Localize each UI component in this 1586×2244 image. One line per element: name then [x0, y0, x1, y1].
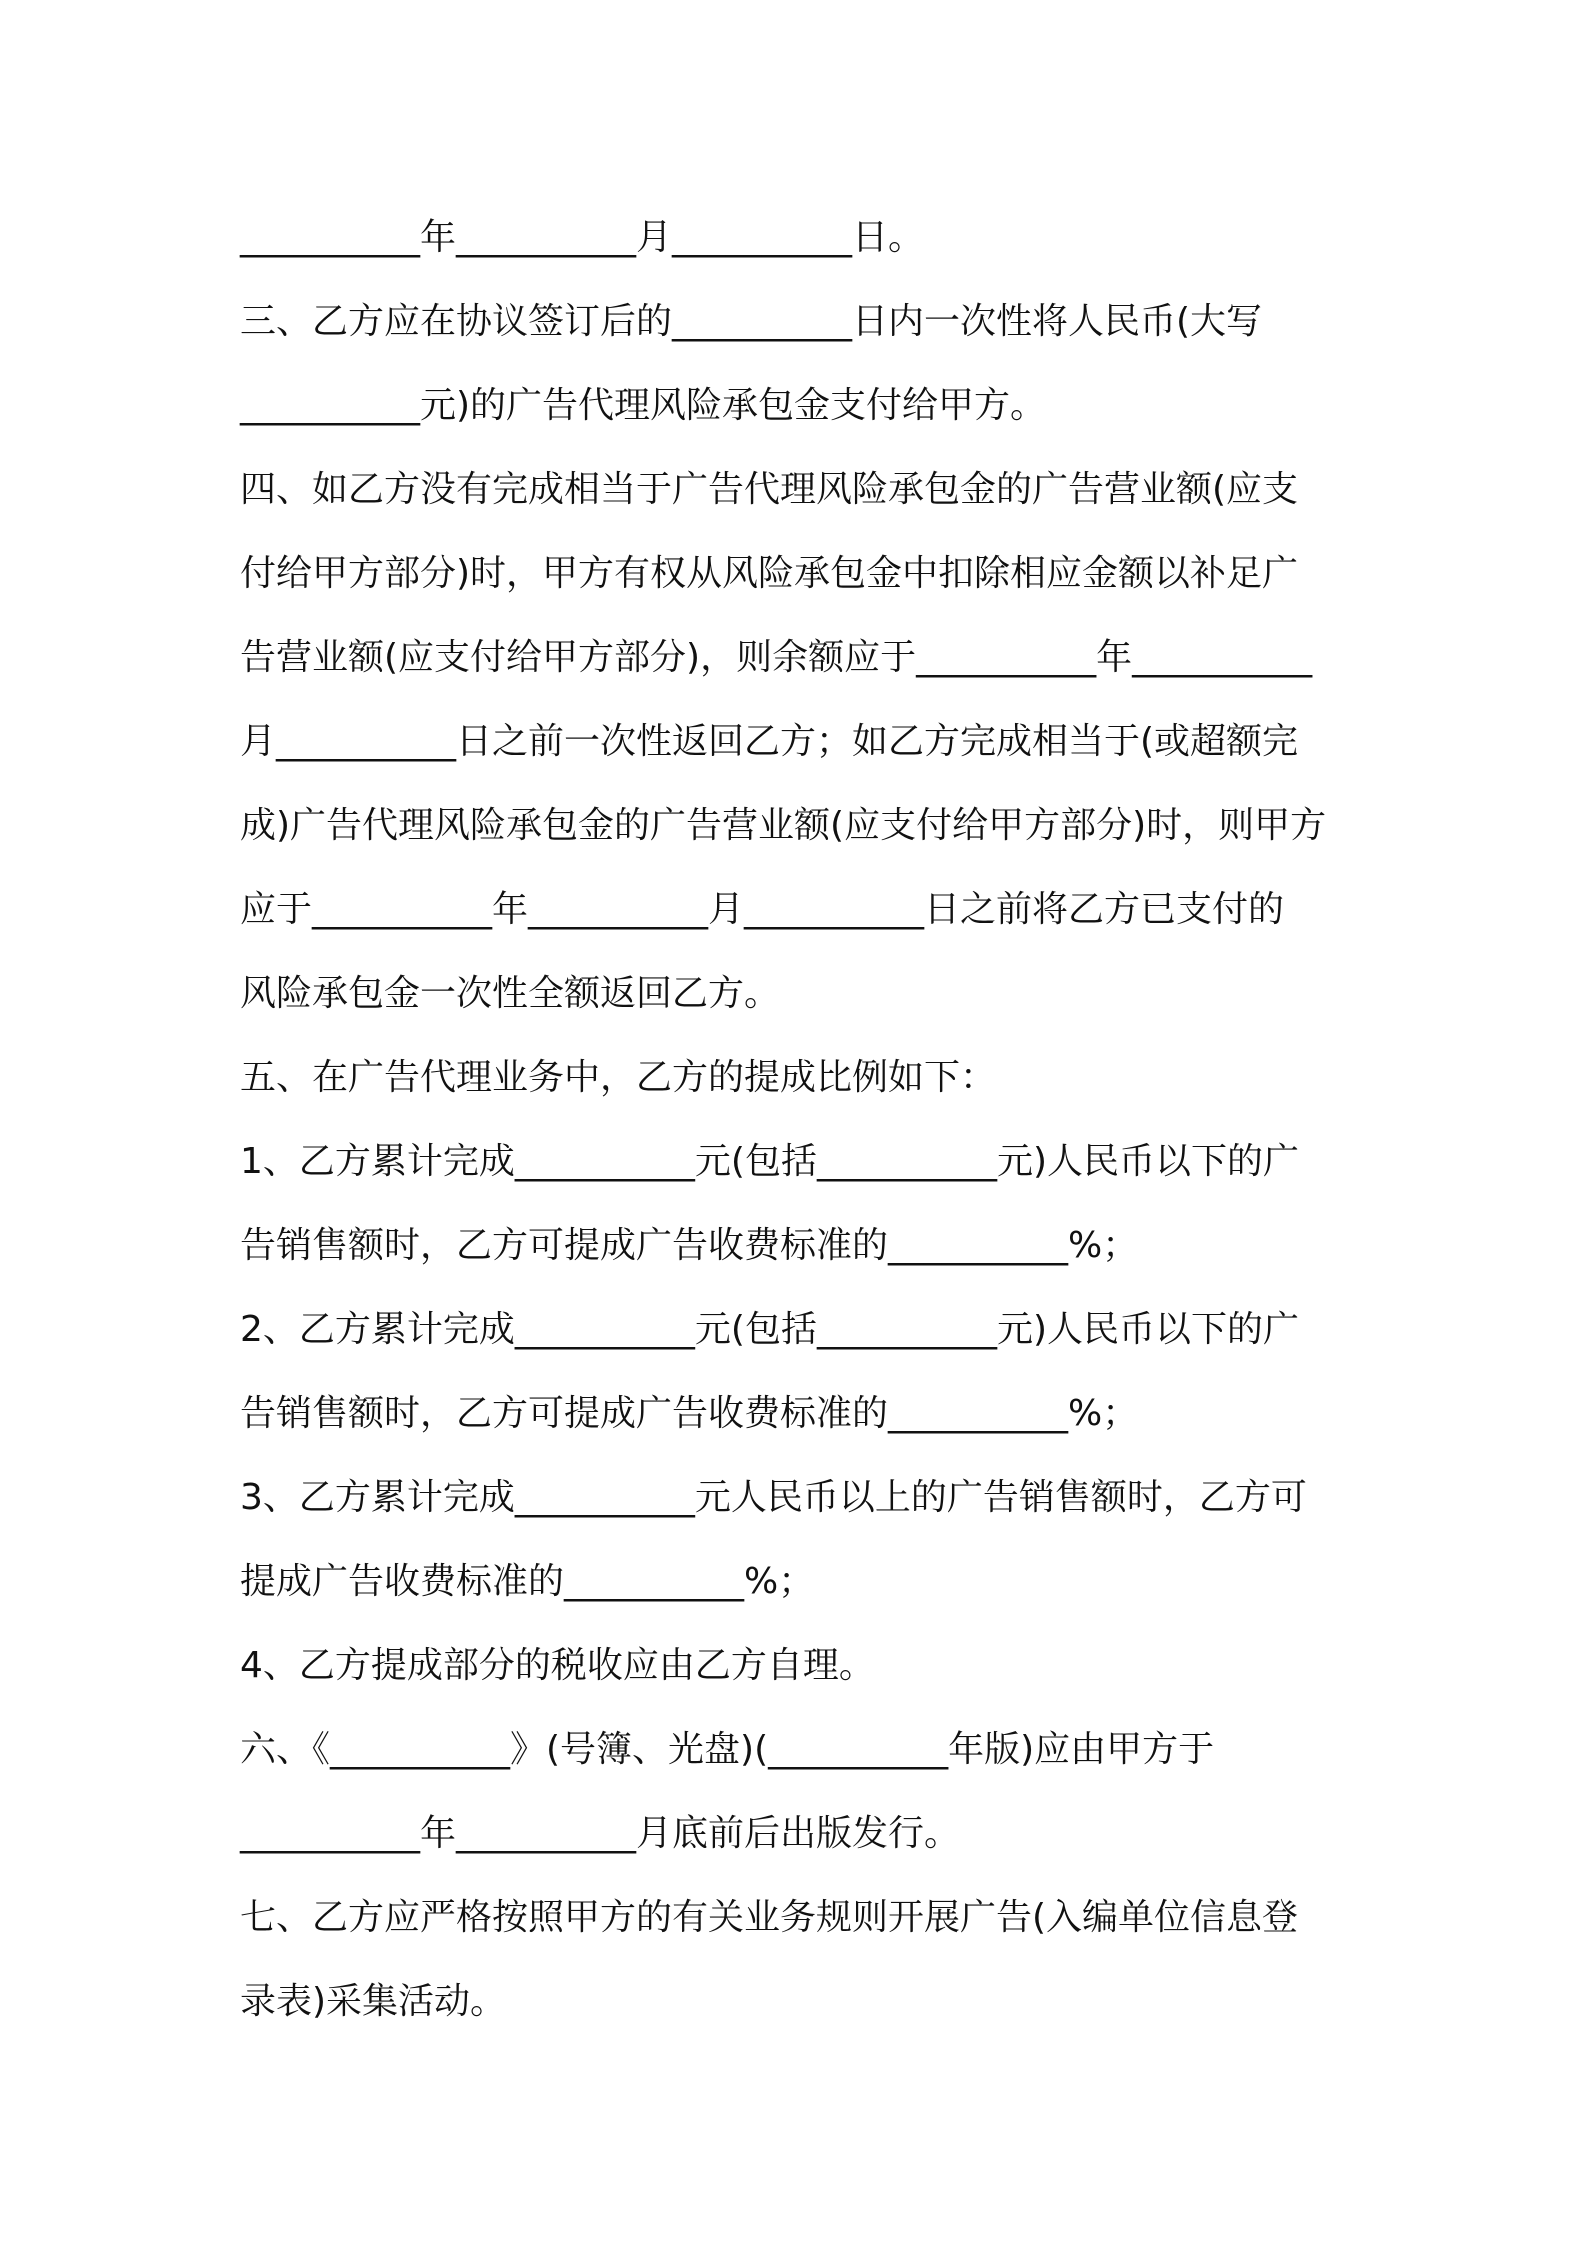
clause-five-item-1-line-2: 告销售额时，乙方可提成广告收费标准的__________%；	[240, 1225, 1139, 1266]
clause-five-item-2-line-2: 告销售额时，乙方可提成广告收费标准的__________%；	[240, 1393, 1139, 1434]
clause-five-item-3-line-1: 3、乙方累计完成__________元人民币以上的广告销售额时，乙方可	[240, 1477, 1307, 1518]
clause-four-line-6: 应于__________年__________月__________日之前将乙方已支付的	[240, 889, 1285, 930]
clause-five-heading: 五、在广告代理业务中，乙方的提成比例如下：	[240, 1057, 997, 1098]
clause-five-item-2-line-1: 2、乙方累计完成__________元(包括__________元)人民币以下的广	[240, 1309, 1299, 1350]
clause-four-line-5: 成)广告代理风险承包金的广告营业额(应支付给甲方部分)时，则甲方	[240, 805, 1327, 846]
clause-four-line-4: 月__________日之前一次性返回乙方；如乙方完成相当于(或超额完	[240, 721, 1299, 762]
clause-four-line-2: 付给甲方部分)时，甲方有权从风险承包金中扣除相应金额以补足广	[240, 553, 1299, 594]
clause-seven-line-2: 录表)采集活动。	[240, 1981, 507, 2022]
clause-four-line-3: 告营业额(应支付给甲方部分)，则余额应于__________年__________	[240, 637, 1313, 678]
clause-six-line-2: __________年__________月底前后出版发行。	[240, 1813, 961, 1854]
clause-five-item-1-line-1: 1、乙方累计完成__________元(包括__________元)人民币以下的广	[240, 1141, 1299, 1182]
clause-six-line-1: 六、《__________》(号簿、光盘)(__________年版)应由甲方于	[240, 1729, 1215, 1770]
clause-five-item-4: 4、乙方提成部分的税收应由乙方自理。	[240, 1645, 875, 1686]
text-line-date: __________年__________月__________日。	[240, 217, 924, 258]
clause-five-item-3-line-2: 提成广告收费标准的__________%；	[240, 1561, 815, 1602]
contract-body	[240, 196, 1360, 2044]
clause-four-line-7: 风险承包金一次性全额返回乙方。	[240, 973, 781, 1014]
clause-three-line-1: 三、乙方应在协议签订后的__________日内一次性将人民币(大写	[240, 301, 1263, 342]
clause-four-line-1: 四、如乙方没有完成相当于广告代理风险承包金的广告营业额(应支	[240, 469, 1299, 510]
clause-seven-line-1: 七、乙方应严格按照甲方的有关业务规则开展广告(入编单位信息登	[240, 1897, 1299, 1938]
clause-three-line-2: __________元)的广告代理风险承包金支付给甲方。	[240, 385, 1047, 426]
